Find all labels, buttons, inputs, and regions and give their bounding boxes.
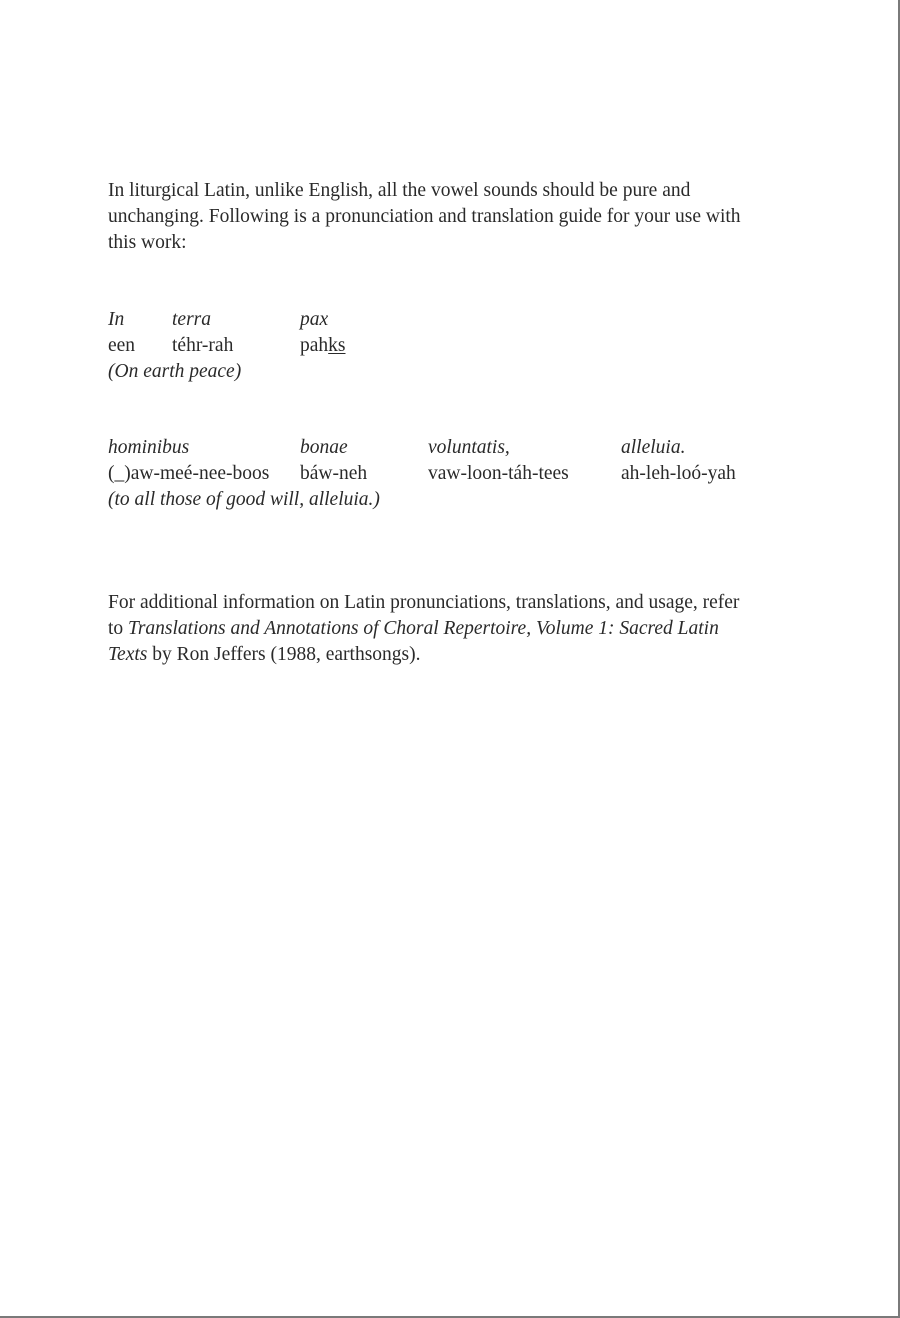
reference-paragraph	[108, 590, 808, 668]
verse-in-terra-pax	[108, 307, 808, 385]
intro-line: In liturgical Latin, unlike English, all the vowel sounds should be pure and	[108, 180, 691, 201]
translation-row: (On earth peace)	[108, 361, 242, 382]
intro-line: this work:	[108, 232, 187, 253]
latin-word: alleluia.	[621, 437, 686, 458]
pronunciation-underlined-suffix: ks	[328, 335, 346, 356]
latin-word: pax	[300, 309, 329, 330]
reference-line: For additional information on Latin pronunciations, translations, and usage, refer	[108, 592, 740, 613]
pronunciation-stem: pah	[300, 335, 329, 356]
latin-word: In	[108, 309, 125, 330]
latin-word: terra	[172, 309, 211, 330]
pronunciation-row	[108, 333, 808, 359]
book-title: Texts	[108, 644, 148, 665]
verse-hominibus	[108, 435, 808, 513]
latin-word: bonae	[300, 437, 348, 458]
pronunciation-word: vaw-loon-táh-tees	[428, 463, 569, 484]
latin-text-row	[108, 307, 808, 333]
latin-text-row	[108, 435, 808, 461]
translation-row: (to all those of good will, alleluia.)	[108, 489, 380, 510]
latin-word: voluntatis,	[428, 437, 510, 458]
reference-line	[108, 642, 808, 668]
reference-prefix: to	[108, 618, 129, 639]
book-title: Translations and Annotations of Choral Repertoire, Volume 1: Sacred Latin	[128, 618, 719, 639]
pronunciation-word: báw-neh	[300, 463, 368, 484]
pronunciation-word: een	[108, 335, 136, 356]
pronunciation-word	[300, 333, 346, 359]
pronunciation-word: (_)aw-meé-nee-boos	[108, 463, 270, 484]
pronunciation-word: téhr-rah	[172, 335, 234, 356]
intro-paragraph	[108, 178, 808, 256]
intro-line: unchanging. Following is a pronunciation and translation guide for your use with	[108, 206, 741, 227]
latin-word: hominibus	[108, 437, 190, 458]
reference-suffix: by Ron Jeffers (1988, earthsongs).	[147, 644, 421, 665]
reference-line	[108, 616, 808, 642]
pronunciation-row	[108, 461, 808, 487]
pronunciation-word: ah-leh-loó-yah	[621, 463, 736, 484]
